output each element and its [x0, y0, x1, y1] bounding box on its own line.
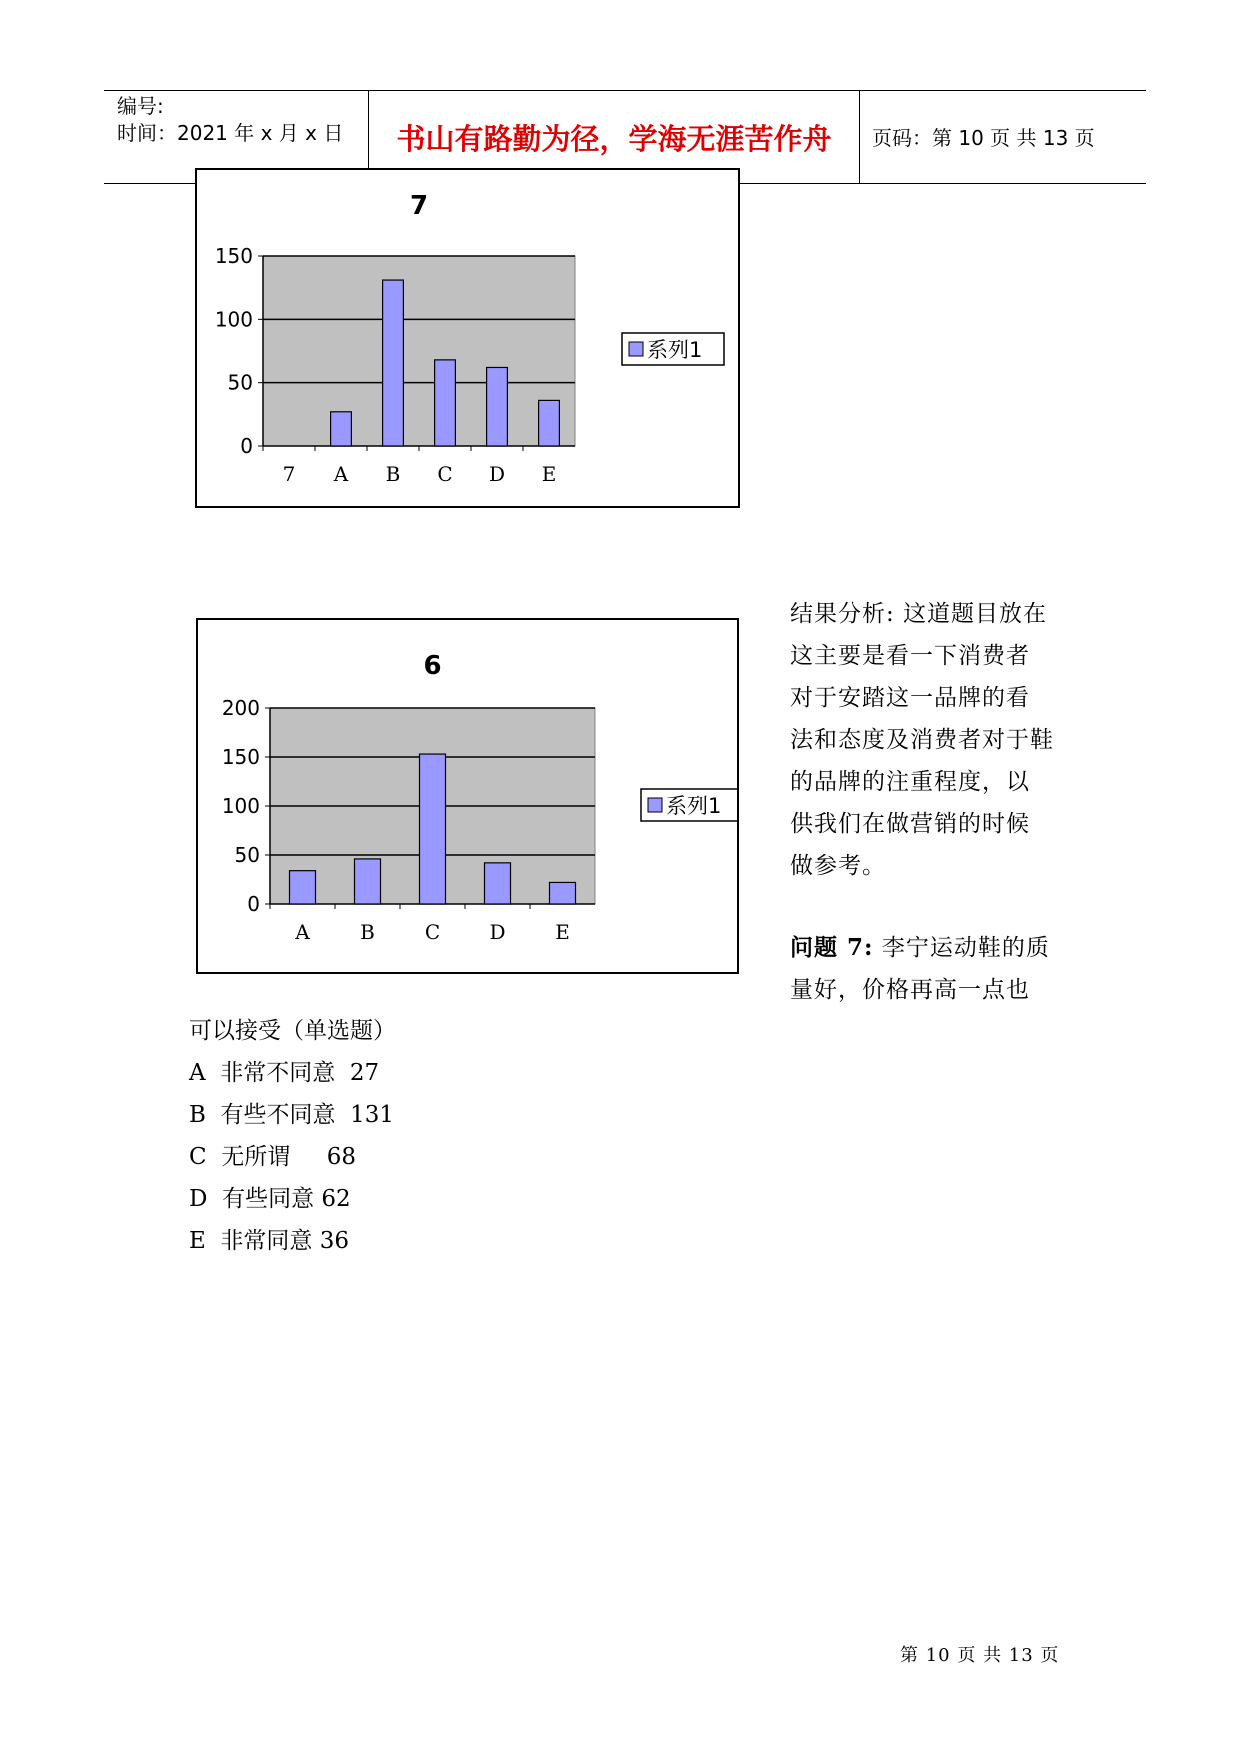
analysis-line: 对于安踏这一品牌的看 — [790, 685, 1030, 711]
page-footer: 第 10 页 共 13 页 — [900, 1645, 1060, 1666]
x-tick-label: B — [360, 920, 375, 944]
analysis-line: 的品牌的注重程度，以 — [790, 769, 1030, 795]
x-tick-label: C — [437, 462, 453, 486]
x-tick-label: E — [555, 920, 570, 944]
plot-area — [263, 256, 575, 446]
question-text-2: 量好，价格再高一点也 — [790, 977, 1030, 1003]
header-divider-left — [368, 90, 369, 169]
x-tick-label: E — [541, 462, 557, 486]
bar-C — [420, 754, 446, 904]
header-motto: 书山有路勤为径，学海无涯苦作舟 — [396, 122, 832, 156]
analysis-line: 法和态度及消费者对于鞋 — [790, 727, 1054, 753]
header-top-rule — [104, 90, 1146, 91]
y-tick-label: 0 — [240, 434, 253, 458]
y-tick-label: 150 — [214, 244, 253, 268]
bar-A — [331, 412, 352, 446]
chart-6 — [196, 618, 739, 974]
option-d: D 有些同意 62 — [189, 1186, 351, 1212]
x-tick-label: A — [333, 462, 349, 486]
legend-swatch — [629, 342, 643, 356]
legend-swatch — [648, 798, 662, 812]
bar-B — [383, 280, 404, 446]
header-page-info: 页码：第 10 页 共 13 页 — [872, 126, 1095, 150]
analysis-line: 做参考。 — [790, 853, 886, 879]
bar-D — [487, 367, 508, 446]
y-tick-label: 100 — [214, 307, 253, 332]
header-number-label: 编号: — [117, 94, 164, 118]
x-tick-label: D — [489, 920, 506, 944]
analysis-line: 供我们在做营销的时候 — [790, 811, 1030, 837]
header-time-label: 时间：2021 年 x 月 x 日 — [117, 121, 344, 145]
analysis-line: 这主要是看一下消费者 — [790, 643, 1030, 669]
analysis-line: 结果分析: 这道题目放在 — [790, 601, 1048, 627]
question-text-1: 李宁运动鞋的质 — [873, 935, 1050, 961]
x-tick-label: 7 — [282, 462, 296, 486]
option-b: B 有些不同意 131 — [189, 1102, 395, 1128]
header-divider-right — [859, 90, 860, 183]
bar-E — [550, 882, 576, 904]
bar-D — [485, 863, 511, 904]
y-tick-label: 0 — [247, 892, 260, 916]
y-tick-label: 50 — [227, 370, 253, 395]
legend-label: 系列1 — [666, 794, 722, 818]
legend-label: 系列1 — [647, 338, 703, 362]
x-tick-label: A — [295, 920, 310, 944]
option-c: C 无所谓 68 — [189, 1144, 357, 1170]
chart-title: 7 — [409, 191, 429, 221]
y-tick-label: 200 — [221, 696, 260, 720]
x-tick-label: D — [488, 462, 506, 486]
analysis-paragraph — [790, 593, 1090, 887]
y-tick-label: 150 — [221, 745, 260, 769]
question-text-3: 可以接受（单选题） — [189, 1018, 396, 1044]
question-heading — [790, 927, 1090, 1011]
bar-E — [539, 400, 560, 446]
bar-A — [290, 871, 316, 904]
bar-C — [435, 360, 456, 446]
y-tick-label: 100 — [221, 794, 260, 818]
chart-6-svg — [198, 620, 737, 972]
x-tick-label: B — [385, 462, 401, 486]
chart-title: 6 — [423, 651, 442, 681]
option-e: E 非常同意 36 — [189, 1228, 349, 1254]
x-tick-label: C — [424, 920, 441, 944]
chart-7-svg — [197, 170, 738, 506]
option-a: A 非常不同意 27 — [189, 1060, 380, 1086]
bar-B — [355, 859, 381, 904]
y-tick-label: 50 — [234, 843, 260, 867]
chart-7 — [195, 168, 740, 508]
question-label: 问题 7: — [790, 934, 874, 961]
